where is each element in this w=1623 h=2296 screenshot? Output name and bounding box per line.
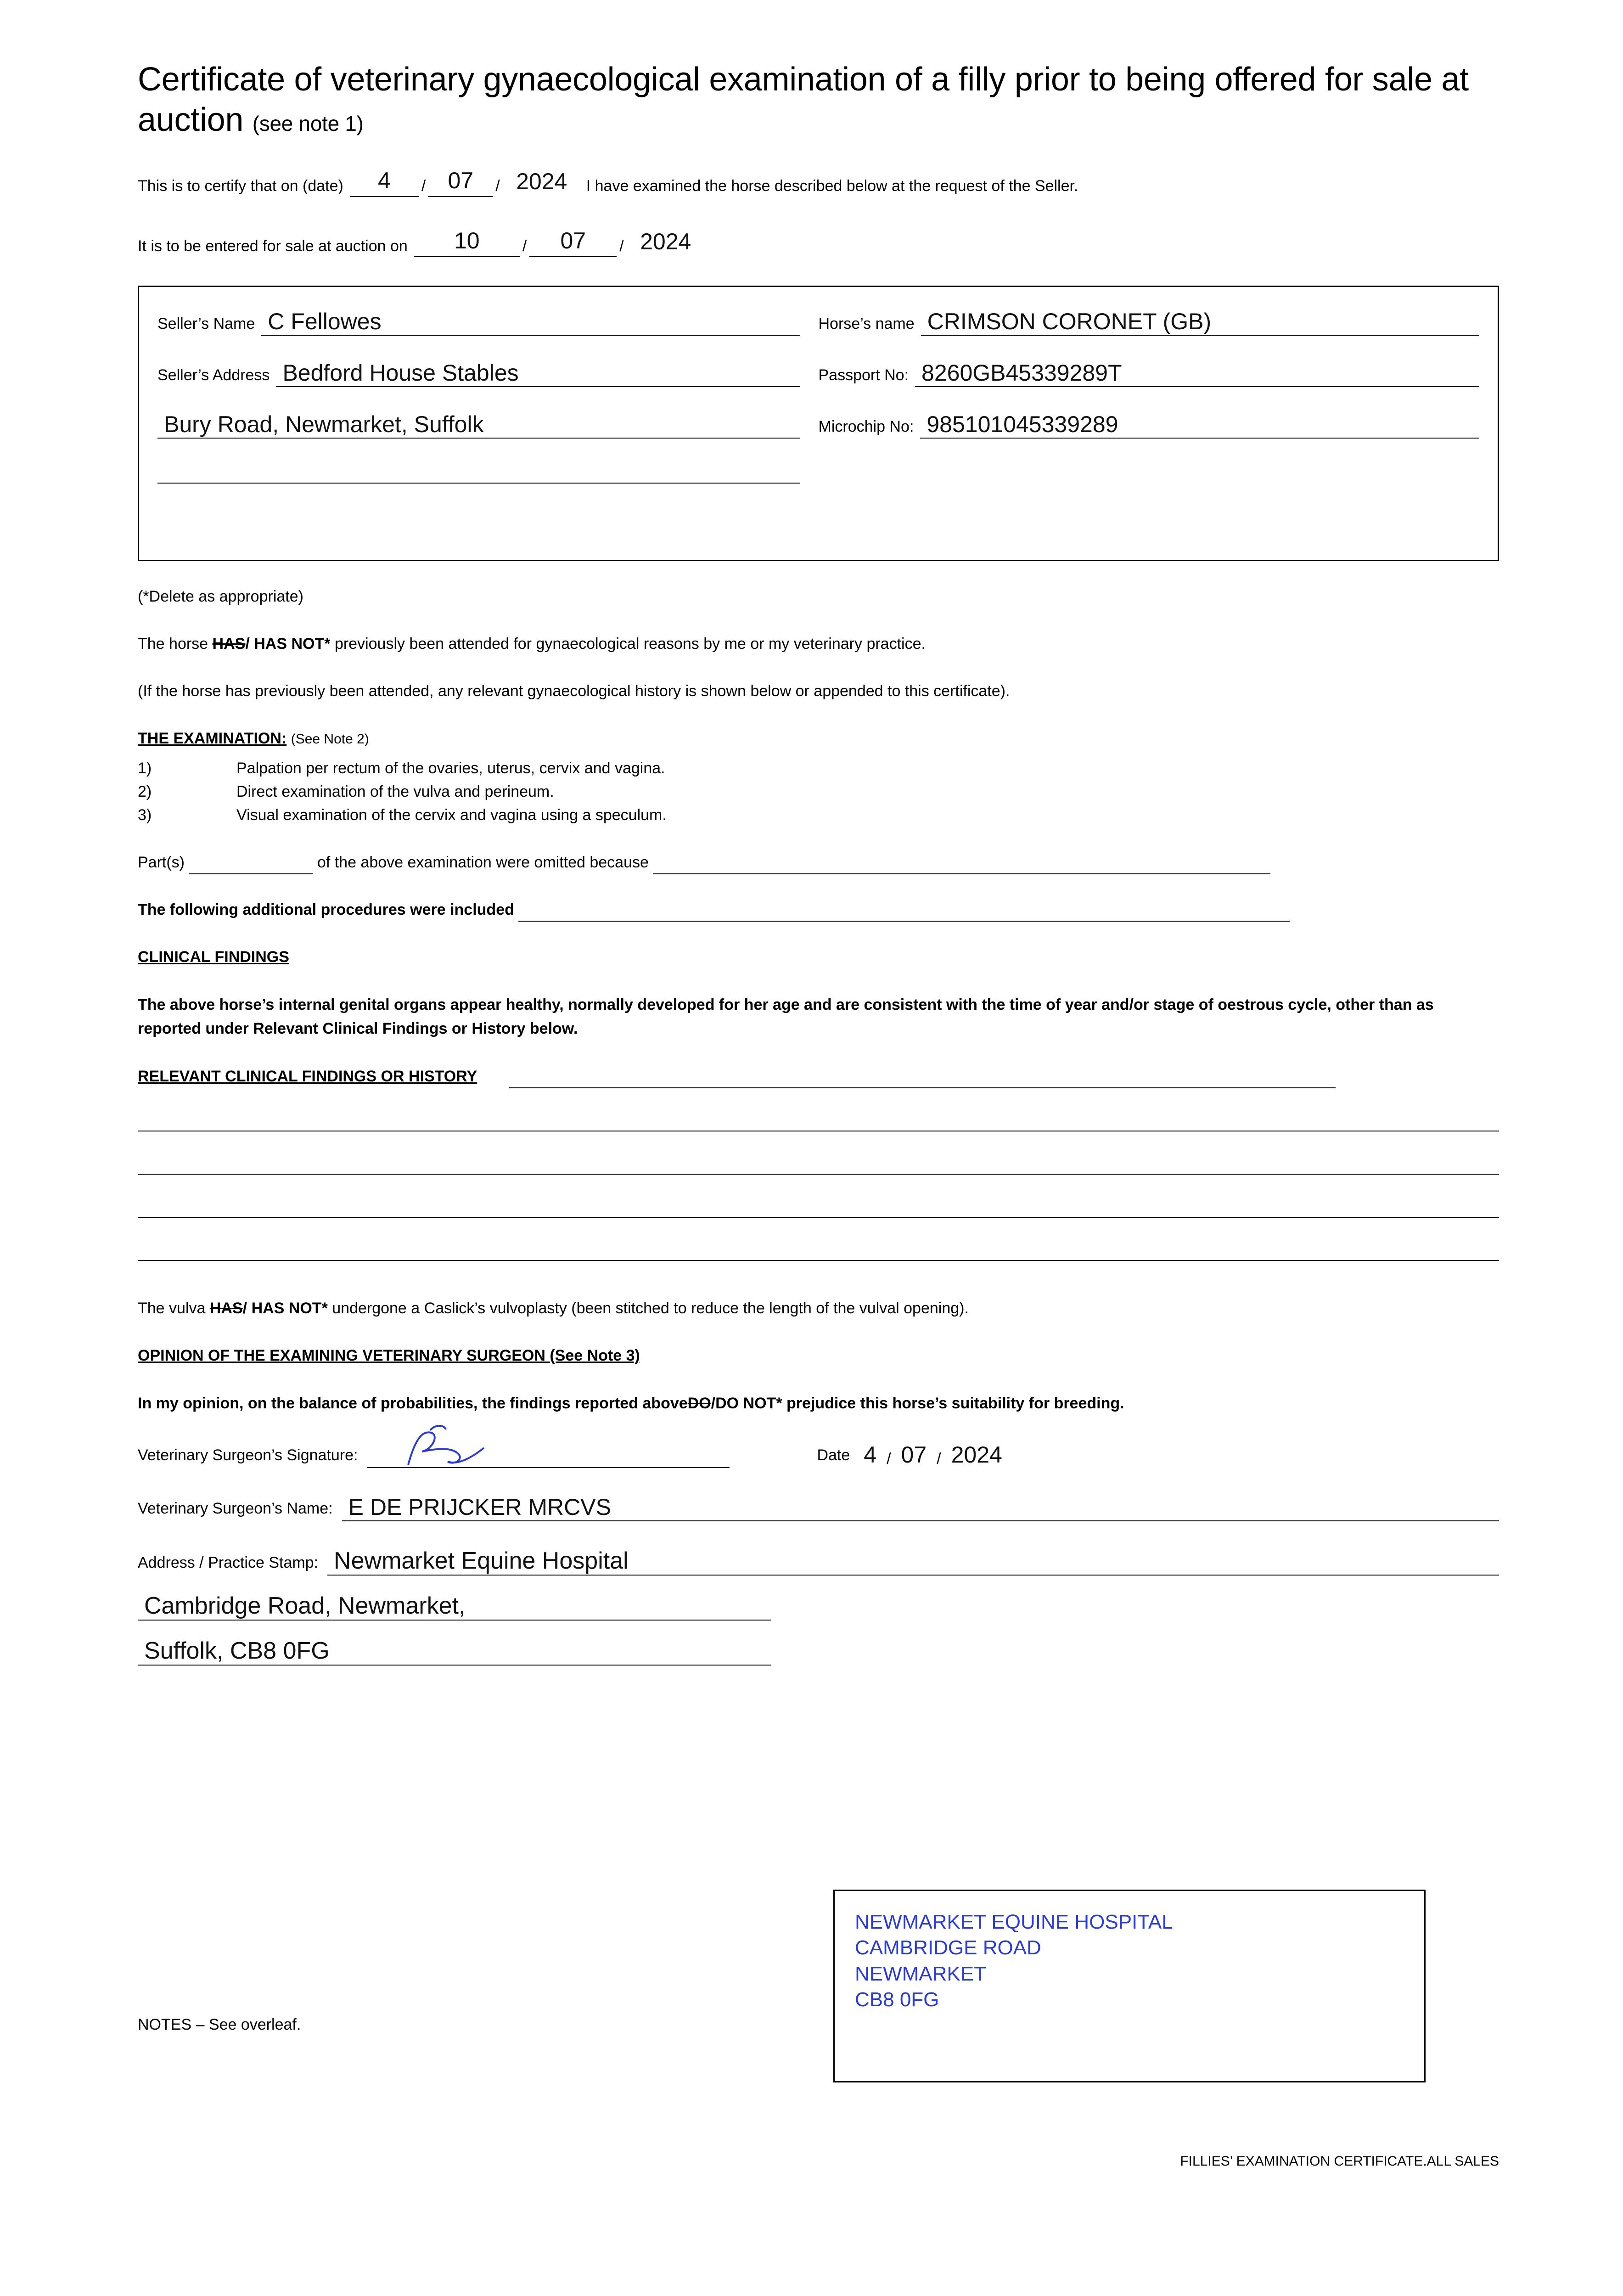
relevant-findings-input-4[interactable] xyxy=(138,1217,1499,1218)
omitted-prefix: Part(s) xyxy=(138,853,185,871)
seller-address-label: Seller’s Address xyxy=(157,366,270,384)
omitted-mid: of the above examination were omitted because xyxy=(317,853,649,871)
certify-suffix: I have examined the horse described below at the request of the Seller. xyxy=(586,177,1078,195)
attended-separator: / xyxy=(245,635,250,653)
vet-name-row xyxy=(138,1494,1499,1521)
vet-name-input[interactable]: E DE PRIJCKER MRCVS xyxy=(342,1494,1499,1521)
microchip-input[interactable]: 985101045339289 xyxy=(920,411,1479,439)
page-title-text: Certificate of veterinary gynaecological examination of a filly prior to being offered for sale at auction xyxy=(138,61,1469,138)
clinical-findings-text: The above horse’s internal genital organs appear healthy, normally developed for her age and are consistent with the time of year and/or stage of oestrous cycle, other than as reported under Relevant Clinical Findings or History below. xyxy=(138,996,1434,1038)
omitted-parts-input[interactable] xyxy=(189,858,313,874)
seller-address-row-2 xyxy=(157,411,800,439)
examination-heading: THE EXAMINATION: xyxy=(138,729,287,747)
practice-address-line2-input[interactable]: Cambridge Road, Newmarket, xyxy=(138,1592,771,1621)
signature-date-slash-1: / xyxy=(887,1450,891,1468)
attended-has-option[interactable]: HAS xyxy=(212,635,246,653)
seller-name-label: Seller’s Name xyxy=(157,315,255,332)
signature-date-day[interactable]: 4 xyxy=(864,1441,877,1468)
practice-address-label: Address / Practice Stamp: xyxy=(138,1553,319,1571)
opinion-prefix: In my opinion, on the balance of probabilities, the findings reported above xyxy=(138,1395,688,1412)
signature-label: Veterinary Surgeon’s Signature: xyxy=(138,1446,358,1464)
additional-procedures-label: The following additional procedures were included xyxy=(138,900,514,918)
exam-item-text: Direct examination of the vulva and perineum. xyxy=(236,782,554,800)
exam-list-item xyxy=(138,780,1499,804)
auction-prefix: It is to be entered for sale at auction on xyxy=(138,237,408,255)
exam-list-item xyxy=(138,757,1499,780)
opinion-separator: / xyxy=(711,1395,716,1412)
exam-item-text: Palpation per rectum of the ovaries, uterus, cervix and vagina. xyxy=(236,759,665,777)
additional-procedures-row xyxy=(138,898,1499,922)
exam-item-number: 2) xyxy=(138,782,152,800)
attended-hasnot-option[interactable]: HAS NOT* xyxy=(254,635,331,653)
stamp-line-1: NEWMARKET EQUINE HOSPITAL xyxy=(855,1911,1173,1933)
passport-input[interactable]: 8260GB45339289T xyxy=(915,360,1479,387)
exam-item-number: 1) xyxy=(138,759,152,777)
auction-date-day[interactable]: 10 xyxy=(414,222,520,257)
vulva-hasnot-option[interactable]: HAS NOT* xyxy=(251,1300,328,1317)
seller-name-input[interactable]: C Fellowes xyxy=(261,308,800,336)
exam-date-month[interactable]: 07 xyxy=(428,162,493,197)
practice-stamp xyxy=(833,1890,1426,2082)
practice-address-row xyxy=(138,1547,1499,1576)
opinion-donot-option[interactable]: DO NOT* xyxy=(715,1395,782,1412)
auction-slash-2: / xyxy=(619,237,624,255)
seller-address-line1-input[interactable]: Bedford House Stables xyxy=(276,360,800,387)
stamp-line-2: CAMBRIDGE ROAD xyxy=(855,1936,1041,1959)
examination-list xyxy=(138,757,1499,827)
seller-address-line3-input[interactable] xyxy=(157,462,800,484)
microchip-row xyxy=(819,411,1480,439)
notes-text: NOTES – See overleaf. xyxy=(138,2016,301,2033)
signature-row xyxy=(138,1441,1499,1468)
exam-date-day[interactable]: 4 xyxy=(350,162,419,197)
page-title-note: (see note 1) xyxy=(252,111,364,135)
vulva-line xyxy=(138,1297,1499,1320)
signature-date-label: Date xyxy=(817,1446,850,1464)
exam-item-number: 3) xyxy=(138,806,152,824)
opinion-text xyxy=(138,1391,1499,1416)
additional-procedures-input[interactable] xyxy=(518,905,1290,922)
auction-date-year[interactable]: 2024 xyxy=(640,228,691,254)
relevant-findings-input-1[interactable] xyxy=(509,1072,1336,1088)
footer-text: FILLIES’ EXAMINATION CERTIFICATE.ALL SALES xyxy=(1180,2154,1499,2169)
exam-date-year[interactable]: 2024 xyxy=(516,168,567,194)
relevant-findings-heading: RELEVANT CLINICAL FINDINGS OR HISTORY xyxy=(138,1068,477,1086)
passport-label: Passport No: xyxy=(818,366,909,384)
signature-date-month[interactable]: 07 xyxy=(901,1441,927,1468)
signature-image xyxy=(367,1441,730,1467)
practice-address-line1-input[interactable]: Newmarket Equine Hospital xyxy=(327,1547,1499,1576)
attended-prefix: The horse xyxy=(138,635,208,653)
attended-line xyxy=(138,632,1499,656)
horse-details-column xyxy=(819,308,1480,560)
page-title xyxy=(138,60,1499,141)
passport-row xyxy=(819,360,1480,387)
horse-name-row xyxy=(819,308,1480,336)
exam-list-item xyxy=(138,804,1499,827)
relevant-findings-input-5[interactable] xyxy=(138,1260,1499,1261)
horse-name-label: Horse’s name xyxy=(818,315,915,332)
practice-address-line3-input[interactable]: Suffolk, CB8 0FG xyxy=(138,1637,771,1666)
relevant-findings-row xyxy=(138,1065,1499,1088)
examination-note: (See Note 2) xyxy=(291,731,369,747)
seller-address-row-3 xyxy=(157,462,800,484)
relevant-findings-input-3[interactable] xyxy=(138,1174,1499,1175)
vet-name-label: Veterinary Surgeon’s Name: xyxy=(138,1499,333,1517)
auction-line xyxy=(138,223,1499,258)
signature-date-year[interactable]: 2024 xyxy=(951,1441,1002,1468)
attended-note: (If the horse has previously been attended, any relevant gynaecological history is shown below or appended to this certificate). xyxy=(138,682,1010,700)
seller-address-row xyxy=(157,360,800,387)
vulva-suffix: undergone a Caslick’s vulvoplasty (been stitched to reduce the length of the vulval opening). xyxy=(332,1300,969,1317)
intro-block xyxy=(138,163,1499,258)
opinion-do-option[interactable]: DO xyxy=(687,1395,711,1412)
auction-slash-1: / xyxy=(522,237,527,255)
date-slash-2: / xyxy=(495,177,500,195)
date-slash-1: / xyxy=(421,177,426,195)
seller-name-row xyxy=(157,308,800,336)
omitted-parts-row xyxy=(138,851,1499,874)
clinical-findings-heading: CLINICAL FINDINGS xyxy=(138,948,289,966)
seller-address-line2-input[interactable]: Bury Road, Newmarket, Suffolk xyxy=(157,411,800,439)
stamp-line-4: CB8 0FG xyxy=(855,1988,939,2011)
delete-note: (*Delete as appropriate) xyxy=(138,587,303,605)
vulva-has-option[interactable]: HAS xyxy=(209,1300,243,1317)
opinion-suffix: prejudice this horse’s suitability for breeding. xyxy=(786,1395,1124,1412)
signature-date-slash-2: / xyxy=(937,1450,941,1468)
certify-prefix: This is to certify that on (date) xyxy=(138,177,343,195)
omitted-reason-input[interactable] xyxy=(653,858,1270,874)
opinion-heading: OPINION OF THE EXAMINING VETERINARY SURGEON (See Note 3) xyxy=(138,1347,640,1365)
vulva-separator: / xyxy=(242,1300,247,1317)
horse-details-box xyxy=(138,286,1499,561)
microchip-label: Microchip No: xyxy=(818,417,914,435)
horse-name-input[interactable]: CRIMSON CORONET (GB) xyxy=(921,308,1479,336)
vulva-prefix: The vulva xyxy=(138,1300,206,1317)
exam-item-text: Visual examination of the cervix and vagina using a speculum. xyxy=(236,806,667,824)
certify-line xyxy=(138,163,1499,198)
seller-details-column xyxy=(157,308,819,560)
signature-input[interactable] xyxy=(367,1441,730,1468)
examination-heading-row xyxy=(138,727,1499,750)
stamp-line-3: NEWMARKET xyxy=(855,1962,986,1985)
attended-suffix: previously been attended for gynaecological reasons by me or my veterinary practice. xyxy=(334,635,926,653)
auction-date-month[interactable]: 07 xyxy=(529,222,617,257)
